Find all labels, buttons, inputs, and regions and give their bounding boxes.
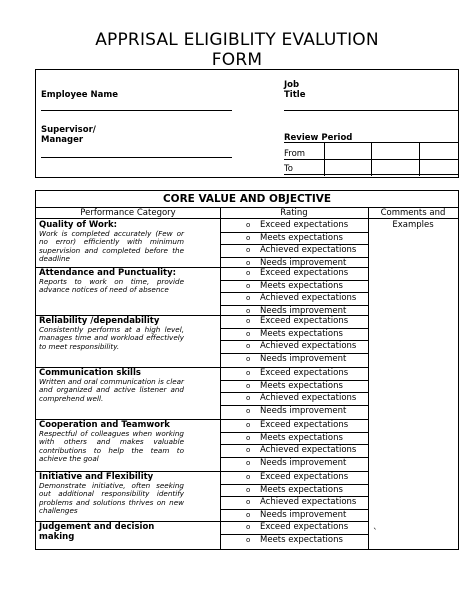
rating-divider [220, 392, 368, 393]
category-description: Respectful of colleagues when working with others and makes valuable contributions to help the team to achieve the goal [39, 429, 184, 464]
rating-label: Meets expectations [260, 534, 343, 545]
rating-option[interactable] [221, 471, 368, 484]
form-title-line2: FORM [211, 50, 263, 70]
rating-option[interactable] [221, 315, 368, 328]
category-heading: Initiative and Flexibility [39, 472, 154, 482]
rating-label: Meets expectations [260, 328, 343, 339]
rating-divider [220, 484, 368, 485]
radio-bullet-icon[interactable]: o [246, 394, 251, 402]
category-1 [39, 220, 184, 264]
rating-option[interactable] [221, 457, 368, 470]
category-heading: Attendance and Punctuality: [39, 268, 177, 278]
radio-bullet-icon[interactable]: o [246, 342, 251, 350]
rating-divider [220, 405, 368, 406]
radio-bullet-icon[interactable]: o [246, 281, 251, 290]
rating-option[interactable] [221, 353, 368, 366]
rating-divider [220, 457, 368, 458]
radio-bullet-icon[interactable]: o [246, 269, 251, 277]
radio-bullet-icon[interactable]: o [246, 458, 251, 467]
rating-option[interactable] [221, 292, 368, 305]
radio-bullet-icon[interactable]: o [246, 306, 251, 315]
header-comments: Comments and Examples [380, 208, 446, 230]
radio-bullet-icon[interactable]: o [246, 369, 251, 377]
section-divider [36, 267, 368, 268]
rating-option[interactable] [221, 392, 368, 405]
rating-label: Meets expectations [260, 380, 343, 391]
supervisor-label: Supervisor/ [41, 125, 96, 135]
rating-label: Exceed expectations [260, 522, 349, 532]
job-title-field[interactable] [284, 110, 458, 111]
header-rating: Rating [280, 208, 308, 218]
rating-label: Meets expectations [260, 432, 343, 443]
rating-label: Meets expectations [260, 232, 343, 243]
category-description: Work is completed accurately (Few or no error) efficiently with minimum supervision and completed before the deadline [39, 229, 184, 264]
rating-divider [220, 280, 368, 281]
manager-label: Manager [41, 135, 84, 145]
rating-label: Needs improvement [260, 405, 347, 416]
rating-label: Needs improvement [260, 457, 347, 468]
rating-label: Exceed expectations [260, 220, 349, 230]
rating-label: Meets expectations [260, 484, 343, 495]
rating-label: Exceed expectations [260, 316, 349, 326]
section-divider [36, 521, 368, 522]
rating-label: Exceed expectations [260, 420, 349, 430]
rating-option[interactable] [221, 232, 368, 245]
radio-bullet-icon[interactable]: o [246, 523, 251, 531]
radio-bullet-icon[interactable]: o [246, 354, 251, 363]
radio-bullet-icon[interactable]: o [246, 246, 251, 254]
rating-option[interactable] [221, 244, 368, 257]
radio-bullet-icon[interactable]: o [246, 485, 251, 494]
rating-divider [220, 509, 368, 510]
to-label: To [284, 164, 293, 174]
radio-bullet-icon[interactable]: o [246, 294, 251, 302]
header-performance-category: Performance Category [80, 208, 176, 218]
rating-label: Exceed expectations [260, 268, 349, 278]
category-5 [39, 420, 184, 464]
rating-divider [220, 305, 368, 306]
section-divider [36, 367, 368, 368]
rating-divider [220, 534, 368, 535]
category-description: Demonstrate initiative, often seeking out additional responsibility identify problems and solutions thrives on new challenges [39, 481, 184, 516]
category-heading: Communication skills [39, 368, 141, 378]
radio-bullet-icon[interactable]: o [246, 446, 251, 454]
category-6 [39, 472, 184, 516]
radio-bullet-icon[interactable]: o [246, 381, 251, 390]
radio-bullet-icon[interactable]: o [246, 258, 251, 267]
rating-label: Achieved expectations [260, 341, 357, 351]
category-2 [39, 268, 184, 295]
category-description: Reports to work on time, provide advance notices of need of absence [39, 277, 184, 295]
core-value-table [35, 190, 459, 550]
category-heading: Cooperation and Teamwork [39, 420, 170, 430]
category-heading: Reliability /dependability [39, 316, 160, 326]
rating-option[interactable] [221, 405, 368, 418]
rating-label: Needs improvement [260, 509, 347, 520]
rating-option[interactable] [221, 340, 368, 353]
section-divider [36, 419, 368, 420]
category-7 [39, 522, 184, 542]
rating-option[interactable] [221, 367, 368, 380]
date-grid-divider [324, 142, 325, 176]
section-divider [36, 471, 368, 472]
radio-bullet-icon[interactable]: o [246, 473, 251, 481]
stray-mark: ` [373, 528, 378, 538]
rating-option[interactable] [221, 419, 368, 432]
radio-bullet-icon[interactable]: o [246, 233, 251, 242]
rating-option[interactable] [221, 521, 368, 534]
core-value-title: CORE VALUE AND OBJECTIVE [162, 193, 332, 205]
rating-label: Achieved expectations [260, 293, 357, 303]
job-label: Job [284, 80, 300, 90]
supervisor-field[interactable] [41, 157, 232, 158]
rating-divider [220, 328, 368, 329]
rating-label: Needs improvement [260, 353, 347, 364]
rating-divider [220, 444, 368, 445]
radio-bullet-icon[interactable]: o [246, 510, 251, 519]
rating-option[interactable] [221, 219, 368, 232]
rating-option[interactable] [221, 534, 368, 547]
radio-bullet-icon[interactable]: o [246, 406, 251, 415]
category-3 [39, 316, 184, 351]
rating-label: Achieved expectations [260, 245, 357, 255]
rating-divider [220, 292, 368, 293]
radio-bullet-icon[interactable]: o [246, 317, 251, 325]
radio-bullet-icon[interactable]: o [246, 535, 251, 544]
section-divider [36, 315, 368, 316]
rating-label: Needs improvement [260, 257, 347, 268]
employee-name-field[interactable] [41, 110, 232, 111]
rating-option[interactable] [221, 328, 368, 341]
radio-bullet-icon[interactable]: o [246, 498, 251, 506]
rating-label: Achieved expectations [260, 497, 357, 507]
rating-option[interactable] [221, 509, 368, 522]
rating-option[interactable] [221, 496, 368, 509]
date-grid-divider [419, 142, 420, 176]
rating-divider [220, 380, 368, 381]
from-label: From [284, 149, 306, 159]
rating-option[interactable] [221, 432, 368, 445]
rating-option[interactable] [221, 280, 368, 293]
employee-info-box [35, 69, 459, 178]
rating-label: Exceed expectations [260, 472, 349, 482]
category-heading: Quality of Work: [39, 220, 118, 230]
category-description: Written and oral communication is clear and organized and active listener and comprehend well. [39, 377, 184, 403]
category-4 [39, 368, 184, 403]
rating-divider [220, 432, 368, 433]
rating-divider [220, 257, 368, 258]
job-title-label: Title [284, 90, 306, 100]
rating-option[interactable] [221, 484, 368, 497]
employee-name-label: Employee Name [41, 90, 119, 100]
radio-bullet-icon[interactable]: o [246, 433, 251, 442]
rating-divider [220, 353, 368, 354]
rating-option[interactable] [221, 380, 368, 393]
radio-bullet-icon[interactable]: o [246, 221, 251, 229]
rating-option[interactable] [221, 444, 368, 457]
rating-label: Exceed expectations [260, 368, 349, 378]
rating-divider [220, 232, 368, 233]
form-title-line1: APPRISAL ELIGIBLITY EVALUTION [95, 30, 379, 50]
rating-divider [220, 340, 368, 341]
radio-bullet-icon[interactable]: o [246, 329, 251, 338]
category-heading: Judgement and decision making [39, 522, 155, 542]
rating-divider [220, 244, 368, 245]
rating-label: Achieved expectations [260, 445, 357, 455]
radio-bullet-icon[interactable]: o [246, 421, 251, 429]
column-divider [368, 207, 369, 550]
rating-divider [220, 496, 368, 497]
date-grid-divider [371, 142, 372, 176]
rating-label: Meets expectations [260, 280, 343, 291]
review-period-label: Review Period [284, 133, 353, 143]
rating-label: Achieved expectations [260, 393, 357, 403]
rating-label: Needs improvement [260, 305, 347, 316]
rating-option[interactable] [221, 267, 368, 280]
category-description: Consistently performs at a high level, manages time and workload effectively to meet responsibility. [39, 325, 184, 351]
